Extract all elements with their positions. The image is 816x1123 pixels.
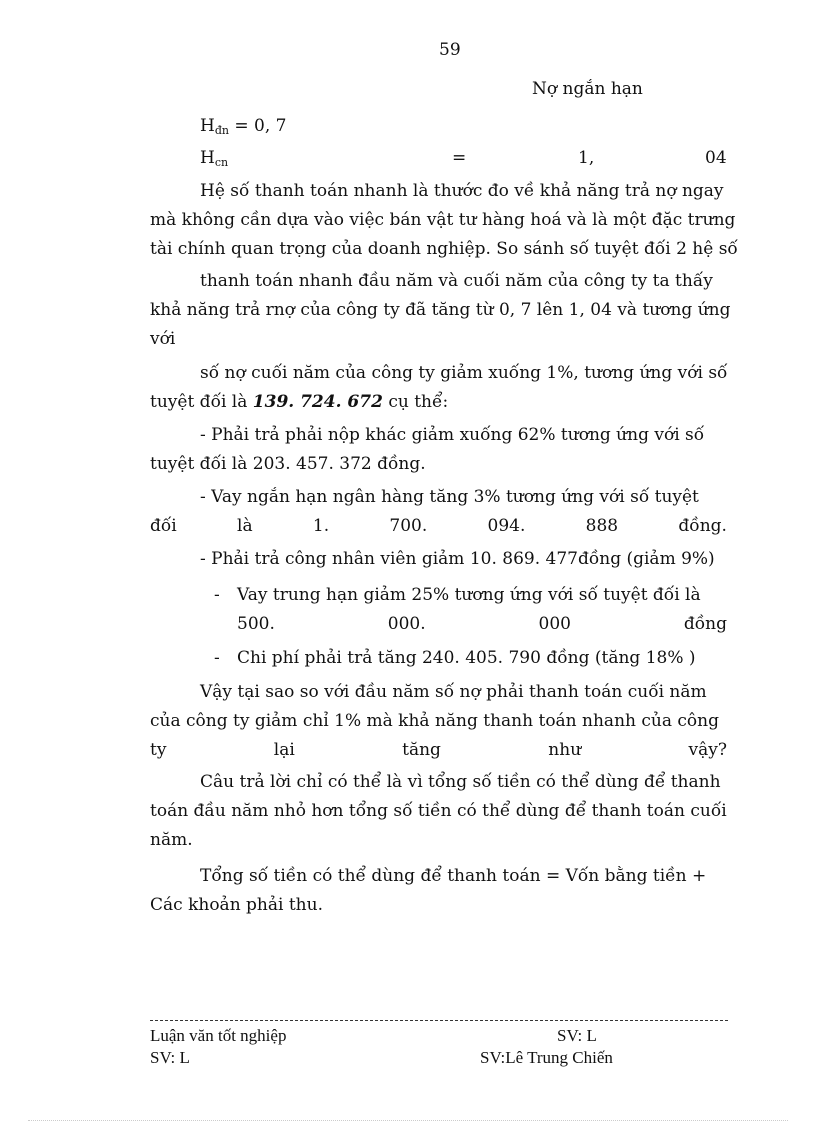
para1-line2: mà không cần dựa vào việc bán vật tư hàng hoá và là một đặc trưng xyxy=(150,210,736,230)
para4-word: ty xyxy=(150,740,167,760)
h-cn-subscript: cn xyxy=(214,156,229,169)
para4-word: như xyxy=(548,740,582,760)
para4-line1: Vậy tại sao so với đầu năm số nợ phải thanh toán cuối năm xyxy=(200,682,707,702)
bullet4-line2 xyxy=(237,614,727,634)
para3-amount: 139. 724. 672 xyxy=(252,392,383,412)
para3-line2 xyxy=(150,392,727,412)
bullet4-word: 500. xyxy=(237,614,275,634)
para5-line1: Câu trả lời chỉ có thể là vì tổng số tiền có thể dùng để thanh xyxy=(200,772,721,792)
para2-line2: khả năng trả rnợ của công ty đã tăng từ 0, 7 lên 1, 04 và tương ứng xyxy=(150,300,731,320)
para4-word: lại xyxy=(273,740,295,760)
h-dn-value: = 0, 7 xyxy=(234,116,287,136)
page-number: 59 xyxy=(439,40,461,60)
para2-line3: với xyxy=(150,329,176,349)
para3-line1: số nợ cuối năm của công ty giảm xuống 1%, tương ứng với số xyxy=(200,363,728,383)
para5-line3: năm. xyxy=(150,830,193,850)
h-cn-symbol-wrap xyxy=(200,148,228,169)
page-bottom-border xyxy=(28,1120,788,1121)
bullet2-word: 888 xyxy=(585,516,619,536)
bullet2-line2 xyxy=(150,516,727,536)
bullet2-word: đồng. xyxy=(678,516,727,536)
bullet5-dash: - xyxy=(214,648,220,668)
h-dn-formula xyxy=(200,116,286,137)
bullet1-line1: - Phải trả phải nộp khác giảm xuống 62% tương ứng với số xyxy=(200,425,705,445)
para5-line2: toán đầu năm nhỏ hơn tổng số tiền có thể dùng để thanh toán cuối xyxy=(150,801,727,821)
footer-rule xyxy=(150,1020,728,1021)
para1-line3: tài chính quan trọng của doanh nghiệp. So sánh số tuyệt đối 2 hệ số xyxy=(150,239,738,259)
para4-line2: của công ty giảm chỉ 1% mà khả năng thanh toán nhanh của công xyxy=(150,711,719,731)
para3-pre: tuyệt đối là xyxy=(150,392,253,412)
para4-word: tăng xyxy=(402,740,441,760)
bullet2-line1: - Vay ngắn hạn ngân hàng tăng 3% tương ứng với số tuyệt xyxy=(200,487,699,507)
bullet4-word: đồng xyxy=(683,614,727,634)
footer-title: Luận văn tốt nghiệp xyxy=(150,1026,287,1045)
bullet2-word: 700. xyxy=(389,516,428,536)
bullet5-text: Chi phí phải trả tăng 240. 405. 790 đồng (tăng 18% ) xyxy=(237,648,696,668)
bullet2-word: là xyxy=(237,516,253,536)
footer-sv-left: SV: L xyxy=(150,1048,190,1067)
h-dn-symbol: H xyxy=(200,116,215,136)
para2-line1: thanh toán nhanh đầu năm và cuối năm của công ty ta thấy xyxy=(200,271,713,291)
footer-sv-short: SV: L xyxy=(557,1026,597,1045)
para4-line3 xyxy=(150,740,727,760)
ratio-denominator-label: Nợ ngắn hạn xyxy=(532,79,643,99)
para3-post: cụ thể: xyxy=(382,392,449,412)
bullet4-line1: Vay trung hạn giảm 25% tương ứng với số tuyệt đối là xyxy=(237,585,701,605)
bullet3-line: - Phải trả công nhân viên giảm 10. 869. 477đồng (giảm 9%) xyxy=(200,549,715,569)
h-cn-symbol: H xyxy=(200,148,215,168)
bullet2-word: đối xyxy=(150,516,177,536)
bullet1-line2: tuyệt đối là 203. 457. 372 đồng. xyxy=(150,454,426,474)
h-cn-dec: 04 xyxy=(705,148,727,168)
footer-author: SV:Lê Trung Chiến xyxy=(480,1048,613,1067)
bullet2-word: 094. xyxy=(487,516,526,536)
bullet4-dash: - xyxy=(214,585,220,605)
para1-line1: Hệ số thanh toán nhanh là thước đo về khả năng trả nợ ngay xyxy=(200,181,724,201)
h-dn-subscript: đn xyxy=(214,124,229,137)
bullet4-word: 000. xyxy=(387,614,426,634)
para6-line2: Các khoản phải thu. xyxy=(150,895,323,915)
para4-word: vậy? xyxy=(688,740,727,760)
bullet2-word: 1. xyxy=(312,516,330,536)
h-cn-int: 1, xyxy=(578,148,595,168)
bullet4-word: 000 xyxy=(538,614,571,634)
h-cn-equals: = xyxy=(452,148,467,168)
para6-line1: Tổng số tiền có thể dùng để thanh toán = Vốn bằng tiền + xyxy=(200,866,707,886)
